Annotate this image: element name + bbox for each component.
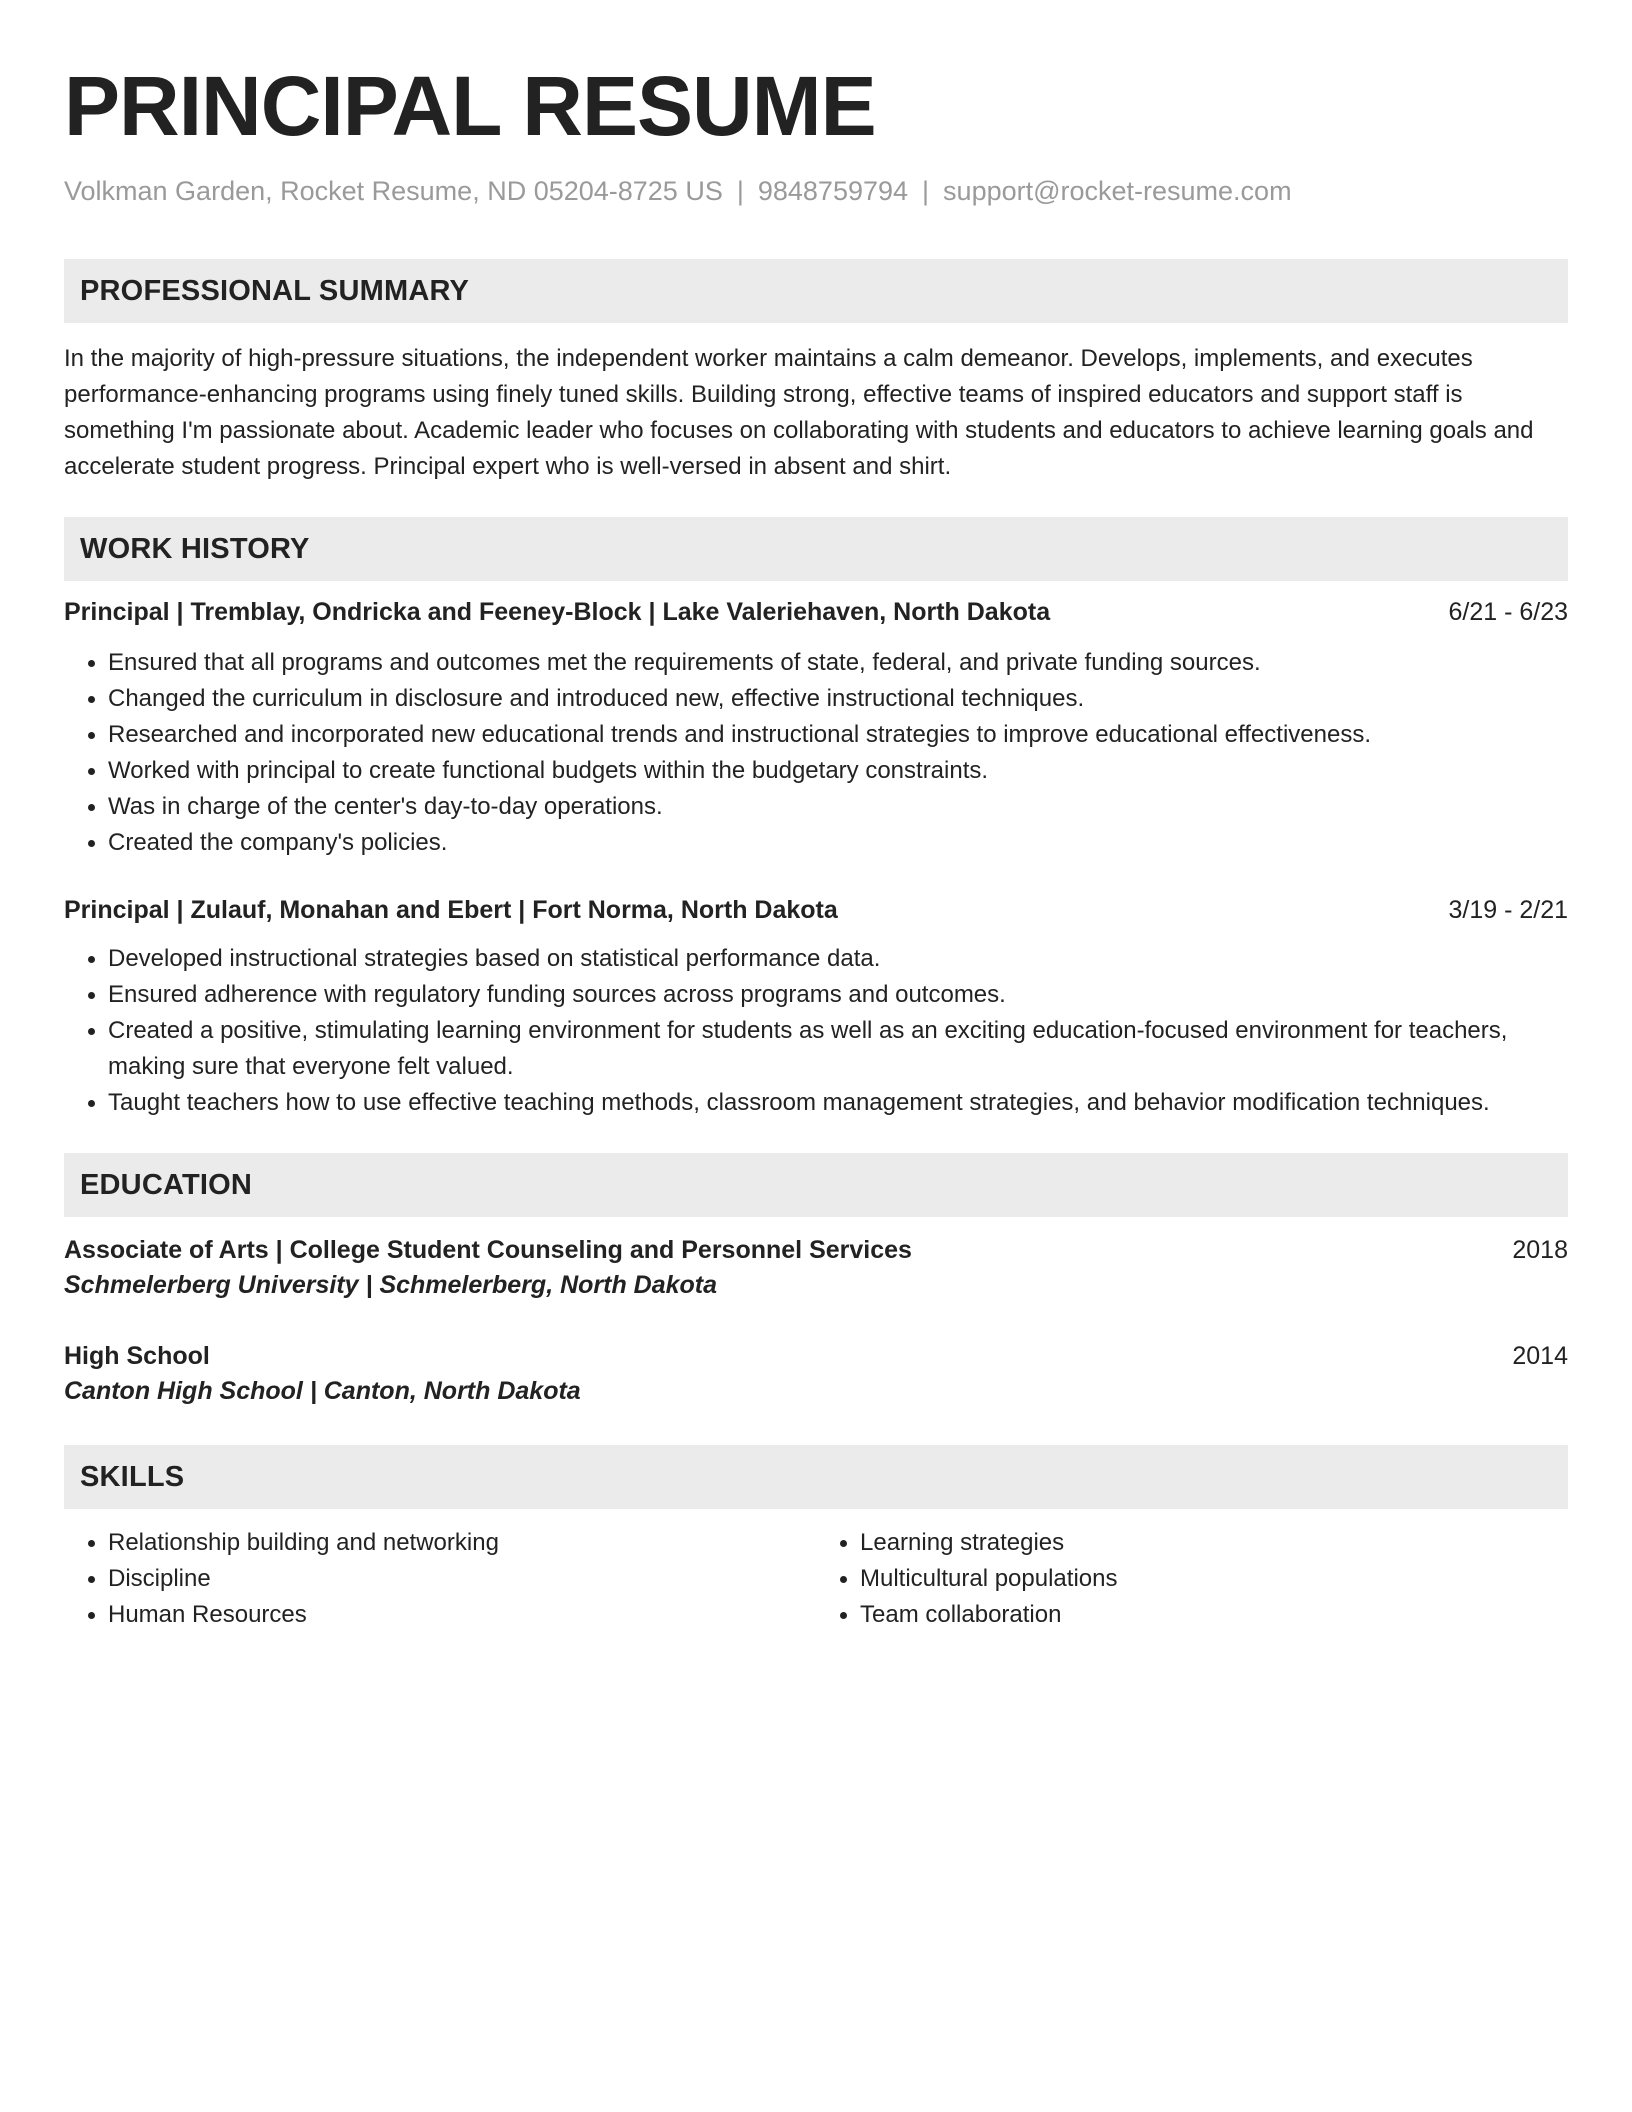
- skill-item: • Learning strategies: [860, 1525, 1568, 1561]
- job-bullets: [64, 941, 1568, 1121]
- education-year: 2014: [1512, 1342, 1568, 1370]
- skill-item: • Human Resources: [108, 1597, 816, 1633]
- job-bullet: • Ensured that all programs and outcomes met the requirements of state, federal, and private funding sources.: [108, 645, 1568, 681]
- contact-address: Volkman Garden, Rocket Resume, ND 05204-8725 US: [64, 176, 723, 206]
- resume-title: PRINCIPAL RESUME: [64, 59, 876, 153]
- contact-phone: 9848759794: [757, 176, 909, 206]
- section-header-skills: SKILLS: [64, 1445, 1568, 1509]
- contact-separator: |: [736, 176, 744, 206]
- job-bullet: • Created a positive, stimulating learning environment for students as well as an exciting education-focused environment for teachers, making sure that everyone felt valued.: [108, 1013, 1568, 1085]
- skills-list: [64, 1525, 816, 1633]
- education-entry: [64, 1339, 1568, 1409]
- job-title: Principal | Zulauf, Monahan and Ebert | Fort Norma, North Dakota: [64, 896, 838, 924]
- education-entry: [64, 1233, 1568, 1303]
- job-bullet: • Changed the curriculum in disclosure and introduced new, effective instructional techniques.: [108, 681, 1568, 717]
- job-bullet: • Was in charge of the center's day-to-day operations.: [108, 789, 1568, 825]
- education-header: [64, 1233, 1568, 1267]
- skills-grid: [64, 1525, 1568, 1633]
- contact-separator: |: [922, 176, 930, 206]
- education-degree: Associate of Arts | College Student Counseling and Personnel Services: [64, 1236, 912, 1264]
- job-bullet: • Researched and incorporated new educational trends and instructional strategies to improve educational effectiveness.: [108, 717, 1568, 753]
- job-header: [64, 595, 1568, 629]
- education-year: 2018: [1512, 1236, 1568, 1264]
- job-entry: [64, 893, 1568, 1121]
- education-school: Canton High School | Canton, North Dakota: [64, 1377, 581, 1405]
- skill-item: • Team collaboration: [860, 1597, 1568, 1633]
- section-header-summary: PROFESSIONAL SUMMARY: [64, 259, 1568, 323]
- job-header: [64, 893, 1568, 927]
- skills-column-left: [64, 1525, 816, 1633]
- skill-item: • Multicultural populations: [860, 1561, 1568, 1597]
- job-title: Principal | Tremblay, Ondricka and Feeney-Block | Lake Valeriehaven, North Dakota: [64, 598, 1051, 626]
- job-dates: 3/19 - 2/21: [1448, 896, 1568, 924]
- job-bullet: • Developed instructional strategies based on statistical performance data.: [108, 941, 1568, 977]
- contact-line: [64, 174, 1568, 208]
- skill-item: • Relationship building and networking: [108, 1525, 816, 1561]
- skills-list: [816, 1525, 1568, 1633]
- job-entry: [64, 595, 1568, 861]
- job-bullet: • Ensured adherence with regulatory funding sources across programs and outcomes.: [108, 977, 1568, 1013]
- job-bullets: [64, 645, 1568, 861]
- summary-text: In the majority of high-pressure situations, the independent worker maintains a calm demeanor. Develops, implements, and executes performance-enhancing programs using finely tuned skills. Building strong, effective teams of inspired educators and support staff is something I'm passionate about. Academic leader who focuses on collaborating with students and educators to achieve learning goals and accelerate student progress. Principal expert who is well-versed in absent and shirt.: [64, 345, 1534, 480]
- education-school: Schmelerberg University | Schmelerberg, North Dakota: [64, 1271, 718, 1299]
- job-bullet: • Worked with principal to create functional budgets within the budgetary constraints.: [108, 753, 1568, 789]
- job-bullet: • Taught teachers how to use effective teaching methods, classroom management strategies, and behavior modification techniques.: [108, 1085, 1568, 1121]
- education-degree: High School: [64, 1342, 210, 1370]
- section-header-work-history: WORK HISTORY: [64, 517, 1568, 581]
- job-bullet: • Created the company's policies.: [108, 825, 1568, 861]
- skills-column-right: [816, 1525, 1568, 1633]
- job-dates: 6/21 - 6/23: [1448, 598, 1568, 626]
- section-header-education: EDUCATION: [64, 1153, 1568, 1217]
- contact-email: support@rocket-resume.com: [943, 176, 1292, 206]
- education-header: [64, 1339, 1568, 1373]
- skill-item: • Discipline: [108, 1561, 816, 1597]
